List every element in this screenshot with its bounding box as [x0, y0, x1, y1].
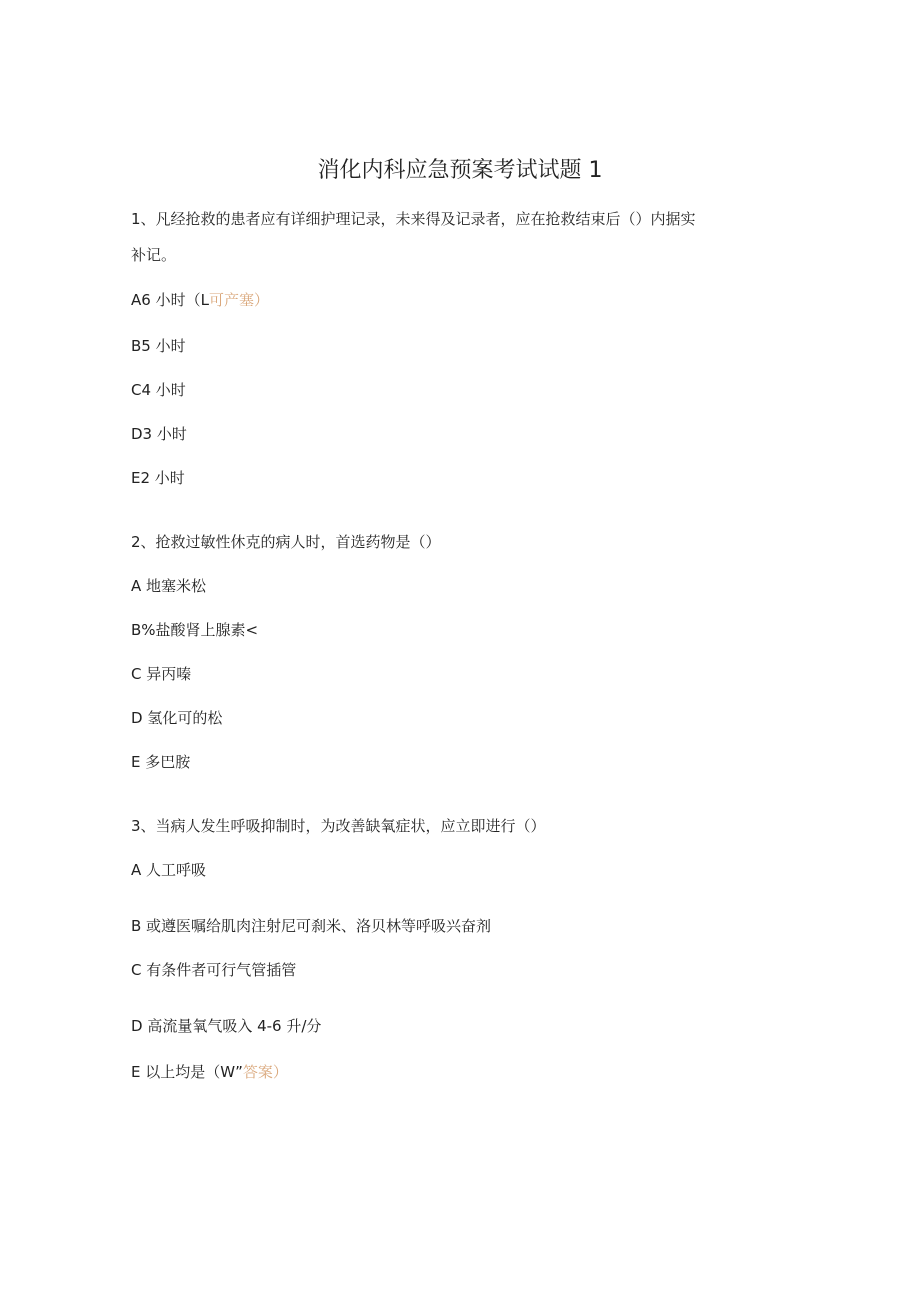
question-2-stem: 2、抢救过敏性休克的病人时，首选药物是（）: [131, 533, 441, 551]
question-3-option-e: [131, 1061, 288, 1082]
option-text: E 以上均是（W”: [131, 1063, 243, 1081]
question-1-option-c: C4 小时: [131, 381, 186, 399]
question-2-option-b: B%盐酸肾上腺素<: [131, 621, 259, 639]
question-3-option-c: C 有条件者可行气管插管: [131, 961, 297, 979]
option-text: A6 小时（L: [131, 291, 209, 309]
question-1-stem-line2: 补记。: [131, 246, 177, 264]
page-title: 消化内科应急预案考试试题 1: [317, 158, 603, 183]
answer-note: 答案）: [242, 1063, 288, 1081]
question-1-option-e: E2 小时: [131, 469, 185, 487]
question-3-option-a: A 人工呼吸: [131, 861, 207, 879]
question-1-stem-line1: 1、凡经抢救的患者应有详细护理记录，未来得及记录者，应在抢救结束后（）内据实: [131, 210, 696, 228]
question-2-option-c: C 异丙嗪: [131, 665, 192, 683]
question-2-option-a: A 地塞米松: [131, 577, 207, 595]
question-1-option-a: [131, 289, 269, 310]
question-3-stem: 3、当病人发生呼吸抑制时，为改善缺氧症状，应立即进行（）: [131, 817, 546, 835]
question-1-option-b: B5 小时: [131, 337, 186, 355]
answer-note: 可产塞）: [208, 291, 269, 309]
question-2-option-e: E 多巴胺: [131, 753, 191, 771]
question-3-option-d: D 高流量氧气吸入 4-6 升/分: [131, 1017, 322, 1035]
question-2-option-d: D 氢化可的松: [131, 709, 223, 727]
question-3-option-b: B 或遵医嘱给肌肉注射尼可刹米、洛贝林等呼吸兴奋剂: [131, 917, 492, 935]
question-1-option-d: D3 小时: [131, 425, 187, 443]
